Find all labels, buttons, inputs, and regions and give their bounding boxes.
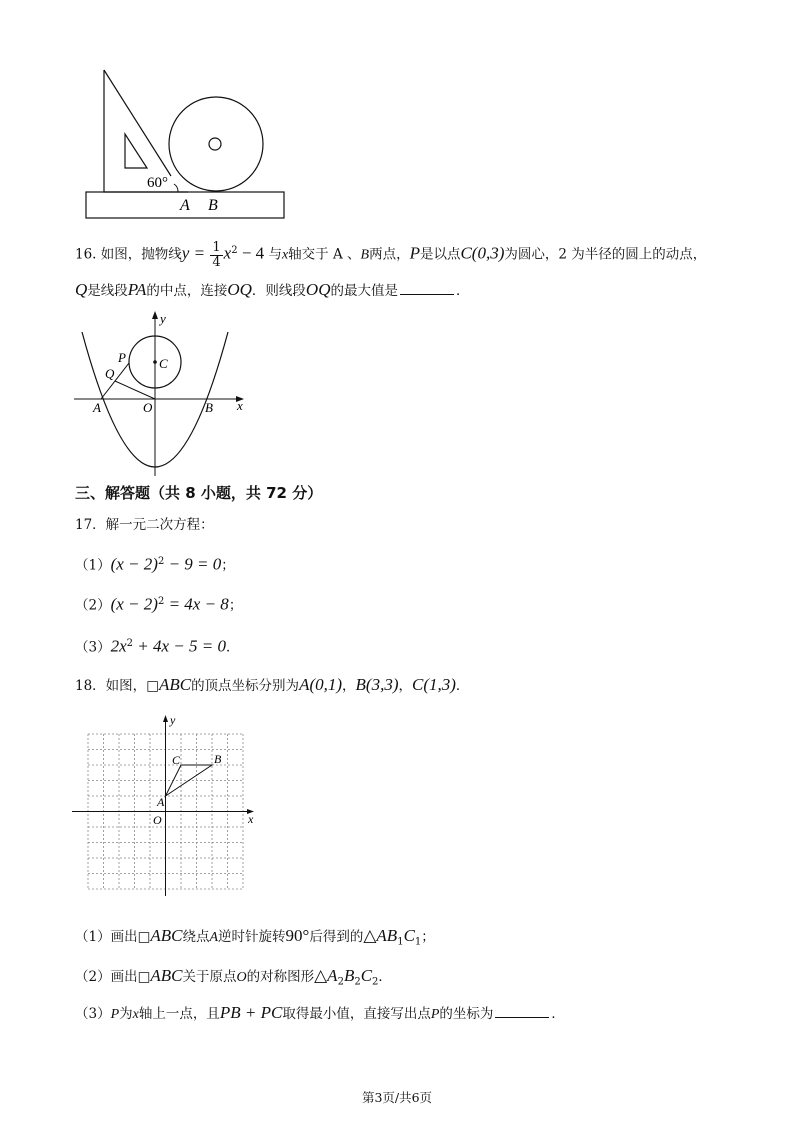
- c-label: C: [159, 356, 168, 371]
- angle-label: 60°: [147, 175, 168, 191]
- q17-title: 17．解一元二次方程：: [75, 517, 214, 533]
- y-label: y: [170, 713, 176, 727]
- o-label: O: [143, 400, 153, 415]
- a-label: A: [93, 400, 101, 415]
- y-axis-arrow: [152, 311, 158, 319]
- q17-item-2: $(2)(x - 2)^2 = 4x - 8$；: [75, 594, 243, 614]
- q16-line1: 16. 如图，抛物线y = $\frac{1}{4}$ $x^2 - 4$ 与x轴交于 A 、B两点，P是以点C(0,3)为圆心，2 为半径的圆上的动点，: [75, 239, 707, 270]
- b-label: B: [214, 752, 222, 766]
- point-a-label: A: [180, 197, 190, 214]
- section-heading: 三、解答题（共 8 小题，共 72 分）: [75, 484, 323, 502]
- figure-q16: [70, 308, 250, 478]
- answer-blank: [400, 282, 454, 295]
- q18-sub3: （3）P为x轴上一点，且PB + PC取得最小值，直接写出点P的坐标为 ．: [75, 1003, 565, 1022]
- figure-q18: [70, 712, 266, 898]
- q-label: Q: [105, 366, 115, 381]
- o-label: O: [153, 813, 162, 827]
- segment-oq: [115, 381, 155, 399]
- q18-statement: 18．如图，□ABC的顶点坐标分别为A(0,1)，B(3,3)，C(1,3)．: [75, 675, 470, 694]
- c-label: C: [172, 753, 181, 767]
- x-label: x: [237, 398, 243, 413]
- figure-q15: [84, 68, 290, 220]
- q17-item-3: $(3)2x^2 + 4x - 5 = 0$．: [75, 636, 240, 656]
- q17-item-1: $(1)(x - 2)^2 - 9 = 0$；: [75, 554, 235, 574]
- fraction: $\frac{1}{4}$: [212, 239, 221, 270]
- y-label: y: [160, 311, 166, 326]
- p-label: P: [118, 350, 126, 365]
- q18-sub2: （2）画出□ABC关于原点O的对称图形$\triangle A_2B_2C_2$．: [75, 966, 392, 988]
- center-c-dot: [153, 360, 157, 364]
- answer-blank: [495, 1005, 549, 1018]
- a-label: A: [157, 795, 165, 809]
- circle-center: [209, 138, 221, 150]
- set-square: [104, 70, 188, 192]
- set-square-hypotenuse: [104, 70, 171, 176]
- set-square-inner-triangle: [125, 134, 147, 168]
- circle: [169, 97, 263, 191]
- point-b-label: B: [208, 197, 218, 214]
- angle-arc: [174, 184, 178, 192]
- b-label: B: [205, 400, 213, 415]
- x-label: x: [248, 812, 254, 826]
- q16-line2: Q是线段PA的中点，连接OQ．则线段OQ的最大值是 ．: [75, 280, 470, 299]
- page-number: 第3页/共6页: [361, 1090, 433, 1105]
- y-axis-arrow: [163, 715, 168, 722]
- q18-sub1: （1）画出□ABC绕点A逆时针旋转90°后得到的$\triangle AB_1C_1$；: [75, 926, 435, 948]
